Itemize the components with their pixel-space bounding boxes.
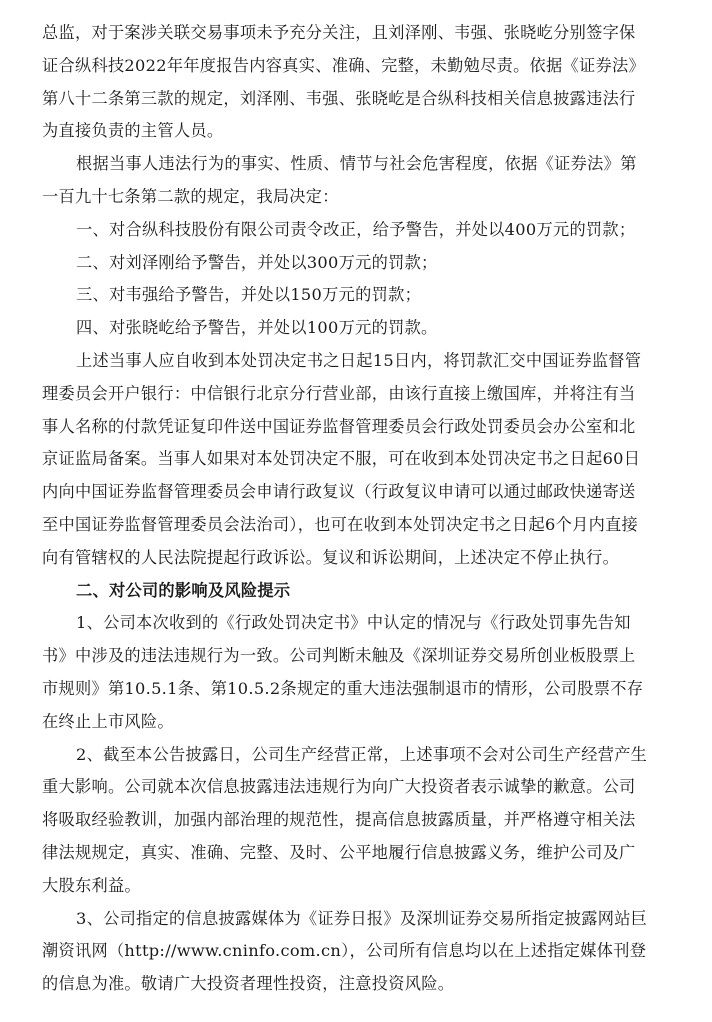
text-line: 1、公司本次收到的《行政处罚决定书》中认定的情况与《行政处罚事先告知 [76,613,631,633]
text-line: 三、对韦强给予警告，并处以150万元的罚款； [76,285,422,305]
text-line: 3、公司指定的信息披露媒体为《证券日报》及深圳证券交易所指定披露网站巨 [76,908,648,928]
paragraph-point-1 [42,607,648,738]
text-line: 潮资讯网（http://www.cninfo.com.cn），公司所有信息均以在上述指定媒体刊登 [42,941,647,961]
text-line: 律法规规定，真实、准确、完整、及时、公平地履行信息披露义务，维护公司及广 [42,842,636,862]
text-line: 书》中涉及的违法违规行为一致。公司判断未触及《深圳证券交易所创业板股票上 [42,646,636,666]
text-line: 大股东利益。 [42,875,141,895]
text-line: 四、对张晓屹给予警告，并处以100万元的罚款。 [76,318,438,338]
section-heading-impact-and-risk [42,575,648,608]
text-line: 第八十二条第三款的规定，刘泽刚、韦强、张晓屹是合纵科技相关信息披露违法行 [42,88,636,108]
text-line: 在终止上市风险。 [42,711,174,731]
text-line: 一百九十七条第二款的规定，我局决定： [42,186,339,206]
text-line: 上述当事人应自收到本处罚决定书之日起15日内，将罚款汇交中国证券监督管 [76,350,642,370]
document-page [42,17,648,1001]
text-line: 总监，对于案涉关联交易事项未予充分关注，且刘泽刚、韦强、张晓屹分别签字保 [42,23,636,42]
text-line: 根据当事人违法行为的事实、性质、情节与社会危害程度，依据《证券法》第 [76,154,637,174]
paragraph-responsible-persons [42,17,648,148]
heading-text: 二、对公司的影响及风险提示 [76,580,291,600]
paragraph-payment-and-appeal [42,345,648,575]
text-line: 向有管辖权的人民法院提起行政诉讼。复议和诉讼期间，上述决定不停止执行。 [42,547,620,567]
paragraph-point-2 [42,739,648,903]
text-line: 证合纵科技2022年年度报告内容真实、准确、完整，未勤勉尽责。依据《证券法》 [42,55,645,75]
text-line: 将吸取经验教训，加强内部治理的规范性，提高信息披露质量，并严格遵守相关法 [42,810,636,830]
text-line: 京证监局备案。当事人如果对本处罚决定不服，可在收到本处罚决定书之日起60日 [42,449,641,469]
penalty-item-2 [42,247,648,280]
penalty-item-1 [42,214,648,247]
paragraph-decision-basis [42,148,648,214]
text-line: 内向中国证券监督管理委员会申请行政复议（行政复议申请可以通过邮政快递寄送 [42,482,636,502]
text-line: 重大影响。公司就本次信息披露违法违规行为向广大投资者表示诚挚的歉意。公司 [42,777,636,797]
text-line: 事人名称的付款凭证复印件送中国证券监督管理委员会行政处罚委员会办公室和北 [42,416,636,436]
text-line: 市规则》第10.5.1条、第10.5.2条规定的重大违法强制退市的情形，公司股票不存 [42,678,644,698]
paragraph-point-3 [42,903,648,1001]
text-line: 的信息为准。敬请广大投资者理性投资，注意投资风险。 [42,974,455,994]
text-line: 至中国证券监督管理委员会法治司），也可在收到本处罚决定书之日起6个月内直接 [42,514,639,534]
text-line: 理委员会开户银行：中信银行北京分行营业部，由该行直接上缴国库，并将注有当 [42,383,636,403]
text-line: 为直接负责的主管人员。 [42,121,224,141]
penalty-item-3 [42,279,648,312]
text-line: 二、对刘泽刚给予警告，并处以300万元的罚款； [76,252,438,272]
text-line: 2、截至本公告披露日，公司生产经营正常，上述事项不会对公司生产经营产生 [76,744,648,764]
text-line: 一、对合纵科技股份有限公司责令改正，给予警告，并处以400万元的罚款； [76,219,636,239]
penalty-item-4 [42,312,648,345]
